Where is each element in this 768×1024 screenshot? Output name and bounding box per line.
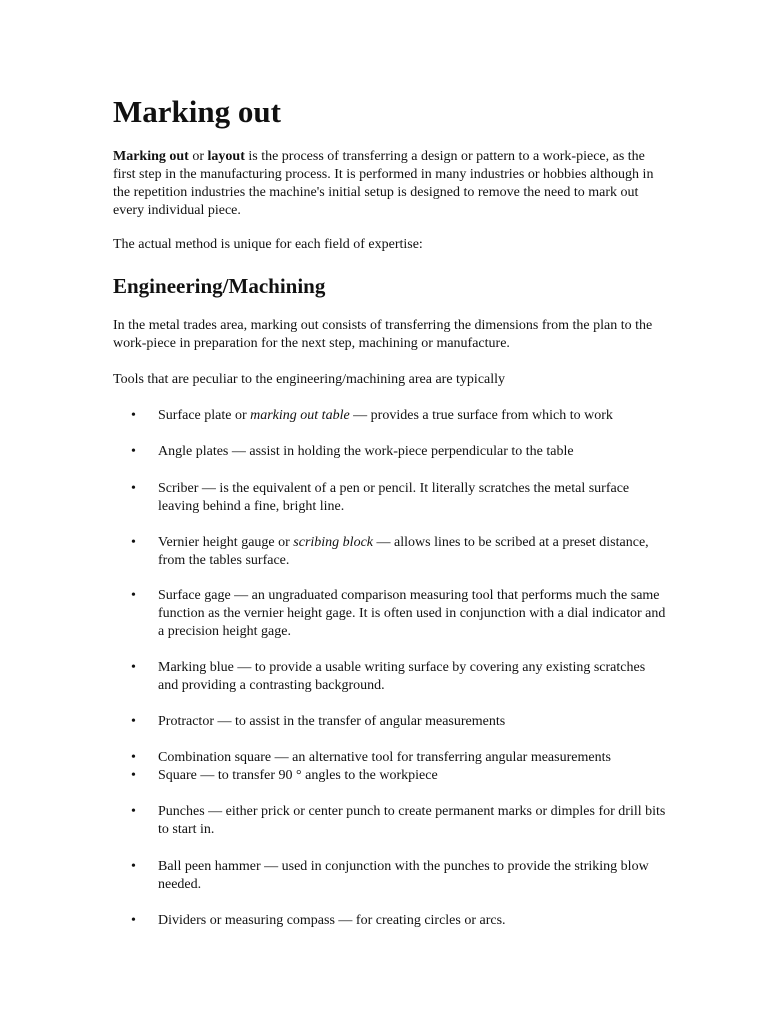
list-item: • Square — to transfer 90 ° angles to the workpiece: [158, 767, 668, 785]
page-title: Marking out: [113, 94, 281, 129]
list-item: • Marking blue — to provide a usable writing surface by covering any existing scratches and providing a contrasting background.: [158, 659, 668, 695]
intro-term-layout: layout: [207, 149, 245, 164]
list-item: • Ball peen hammer — used in conjunction with the punches to provide the striking blow needed.: [158, 858, 668, 894]
method-paragraph: The actual method is unique for each field of expertise:: [113, 237, 423, 252]
list-item: • Angle plates — assist in holding the work-piece perpendicular to the table: [158, 443, 668, 461]
list-item: • Surface plate or marking out table — provides a true surface from which to work: [158, 407, 668, 425]
list-item: • Vernier height gauge or scribing block — allows lines to be scribed at a preset distance, from the tables surface.: [158, 534, 668, 570]
section-paragraph: In the metal trades area, marking out consists of transferring the dimensions from the plan to the work-piece in preparation for the next step, machining or manufacture.: [113, 318, 653, 351]
list-item: • Scriber — is the equivalent of a pen or pencil. It literally scratches the metal surface leaving behind a fine, bright line.: [158, 480, 668, 516]
section-heading: Engineering/Machining: [113, 274, 326, 298]
intro-paragraph: Marking out or layout is the process of transferring a design or pattern to a work-piece, as the first step in the manufacturing process. It is performed in many industries or hobbies although in the repetition industries the machine's initial setup is designed to remove the need to mark out every individual piece.: [113, 149, 654, 218]
list-item: • Punches — either prick or center punch to create permanent marks or dimples for drill bits to start in.: [158, 803, 668, 839]
list-item: • Protractor — to assist in the transfer of angular measurements: [158, 713, 668, 731]
tools-intro-paragraph: Tools that are peculiar to the engineering/machining area are typically: [113, 372, 506, 387]
list-item: • Surface gage — an ungraduated comparison measuring tool that performs much the same function as the vernier height gage. It is often used in conjunction with a dial indicator and a precision height gage.: [158, 587, 668, 641]
list-item: • Combination square — an alternative tool for transferring angular measurements: [158, 749, 668, 767]
intro-term-marking-out: Marking out: [113, 149, 189, 164]
list-item: • Dividers or measuring compass — for creating circles or arcs.: [158, 912, 668, 930]
